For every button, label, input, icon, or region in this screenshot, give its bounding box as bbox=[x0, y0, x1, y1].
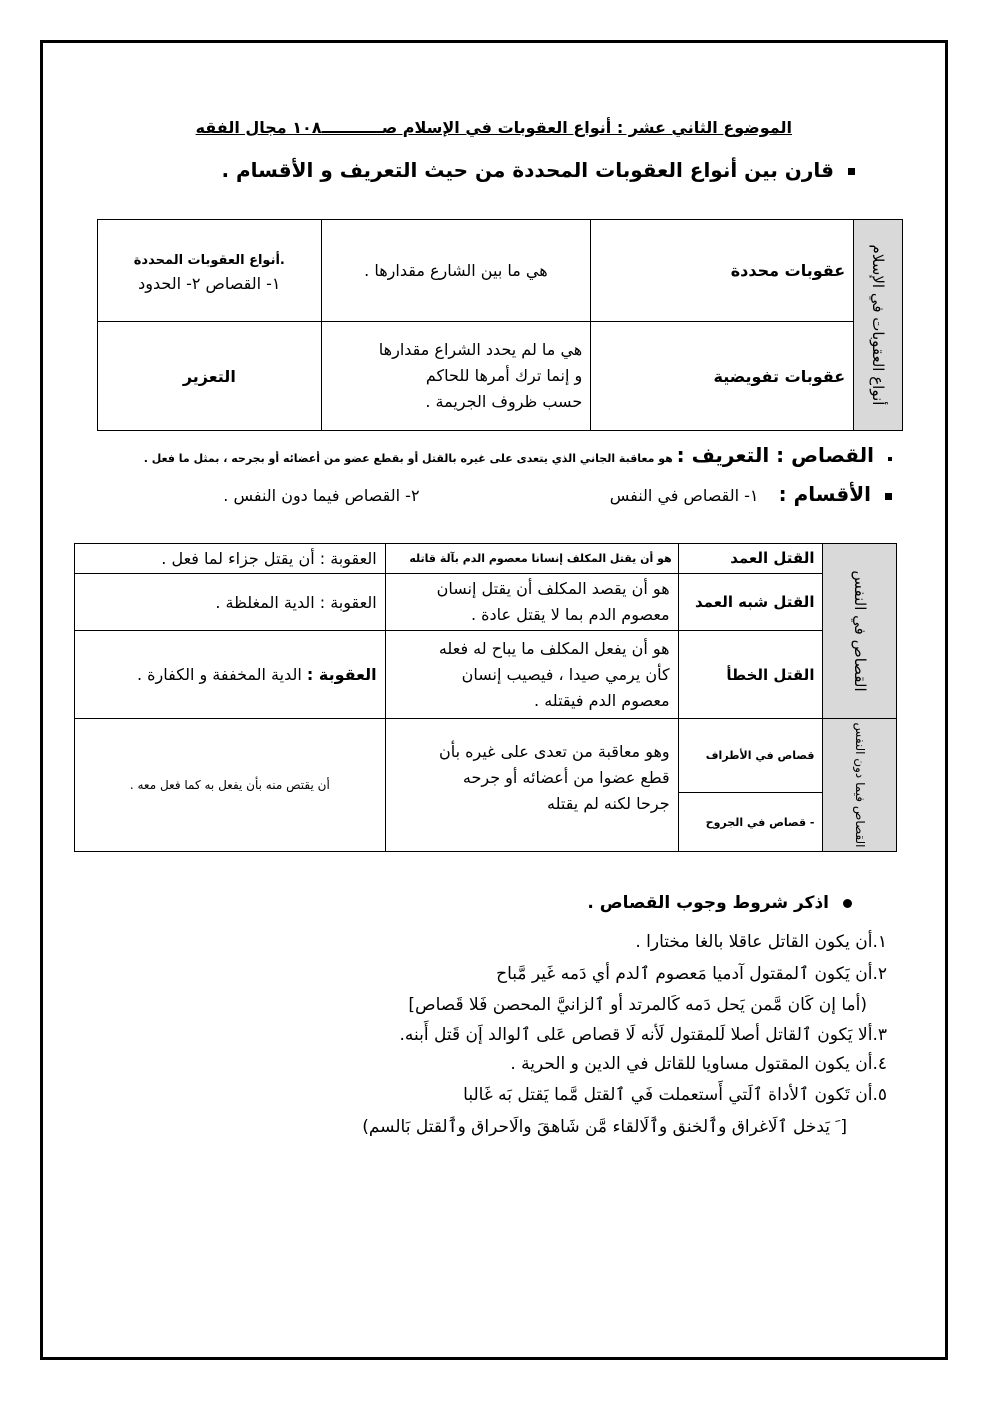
row-name-cell: القتل العمد bbox=[678, 544, 823, 574]
condition-item: ٣.ألا يَكون ٱلقاتل أصلا لَلمقتول لَأنه لَا قصاص عَلى ٱلوالد إَن قَتل أَبنه. bbox=[399, 1025, 887, 1045]
definition-cell: وهو معاقبة من تعدى على غيره بأن قطع عضوا من أعضائه أو جرحه جرحا لكنه لم يقتله bbox=[385, 718, 678, 851]
penalty-cell: العقوبة : الدية المخففة و الكفارة . bbox=[75, 631, 386, 718]
definition-cell: هو أن يفعل المكلف ما يباح له فعله كأن يرمي صيدا ، فيصيب إنسان معصوم الدم فيقتله . bbox=[385, 631, 678, 718]
definition-cell: هي ما لم يحدد الشراع مقدارها و إنما ترك أمرها للحاكم حسب ظروف الجريمة . bbox=[321, 322, 591, 431]
square-bullet-icon bbox=[888, 457, 892, 461]
conditions-heading: اذكر شروط وجوب القصاص . bbox=[587, 893, 852, 913]
condition-note: [ َ يَدخل ٱلَاغراق وٱَلخنق وٱَلَالقاء مَّن شَاهقَ والَاحراق وٱَلقتل بَالسم) bbox=[362, 1117, 847, 1137]
condition-note: (أما إن كَان مَّمن يَحل دَمه كَالمرتد أو ٱلزانيَّ المحصن فَلا قَصاص] bbox=[408, 995, 867, 1015]
side-label: أنواع العقوبات في الإسلام bbox=[854, 220, 903, 431]
penalty-cell: العقوبة : الدية المغلظة . bbox=[75, 573, 386, 631]
types-cell: التعزير bbox=[98, 322, 322, 431]
square-bullet-icon bbox=[885, 493, 892, 500]
qisas-divisions: الأقسام : ١- القصاص في النفس ٢- القصاص فيما دون النفس . bbox=[223, 482, 892, 506]
definition-cell: هي ما بين الشارع مقدارها . bbox=[321, 220, 591, 322]
penalty-cell: أن يقتص منه بأن يفعل به كما فعل معه . bbox=[75, 718, 386, 851]
condition-item: ١.أن يكون القاتل عاقلا بالغا مختارا . bbox=[635, 932, 887, 952]
row-name-cell: القتل الخطأ bbox=[678, 631, 823, 718]
punishment-types-table bbox=[97, 219, 903, 431]
compare-heading: قارن بين أنواع العقوبات المحددة من حيث التعريف و الأقسام . bbox=[221, 158, 855, 182]
row-name-cell: القتل شبه العمد bbox=[678, 573, 823, 631]
condition-item: ٤.أن يكون المقتول مساويا للقاتل في الدين و الحرية . bbox=[510, 1054, 887, 1074]
side-label-1: القصاص في النفس bbox=[823, 544, 897, 719]
qisas-table bbox=[74, 543, 897, 852]
side-label-2: القصاص فيما دون النفس bbox=[823, 718, 897, 851]
row-name-cell: عقوبات محددة bbox=[591, 220, 854, 322]
condition-item: ٥.أن تَكون ٱلأداة ٱلَتي أَستعملت فَي ٱلقتل مَّما يَقتل بَه غَالبا bbox=[463, 1085, 887, 1105]
row-name-cell: قصاص في الأطراف bbox=[678, 718, 823, 793]
page-header: الموضوع الثاني عشر : أنواع العقوبات في الإسلام صـــــــــــ١٠٨ مجال الفقه bbox=[195, 118, 792, 137]
definition-cell: هو أن يقصد المكلف أن يقتل إنسان معصوم الدم بما لا يقتل عادة . bbox=[385, 573, 678, 631]
condition-item: ٢.أن يَكون ٱلمقتول آدميا مَعصوم ٱلدم أي دَمه غَير مَّباح bbox=[496, 964, 887, 984]
qisas-definition: القصاص : التعريف : هو معاقبة الجاني الذي يتعدى على غيره بالقتل أو بقطع عضو من أعضائه أو بجرحه ، بمثل ما فعل . bbox=[144, 443, 892, 467]
row-name-cell: عقوبات تفويضية bbox=[591, 322, 854, 431]
square-bullet-icon bbox=[848, 168, 855, 175]
penalty-cell: العقوبة : أن يقتل جزاء لما فعل . bbox=[75, 544, 386, 574]
row-name-cell: - قصاص في الجروح bbox=[678, 793, 823, 852]
types-cell: أنواع العقوبات المحددة. ١- القصاص ٢- الحدود bbox=[98, 220, 322, 322]
definition-cell: هو أن يقتل المكلف إنسانا معصوم الدم بآلة قاتله bbox=[385, 544, 678, 574]
circle-bullet-icon bbox=[843, 899, 852, 908]
